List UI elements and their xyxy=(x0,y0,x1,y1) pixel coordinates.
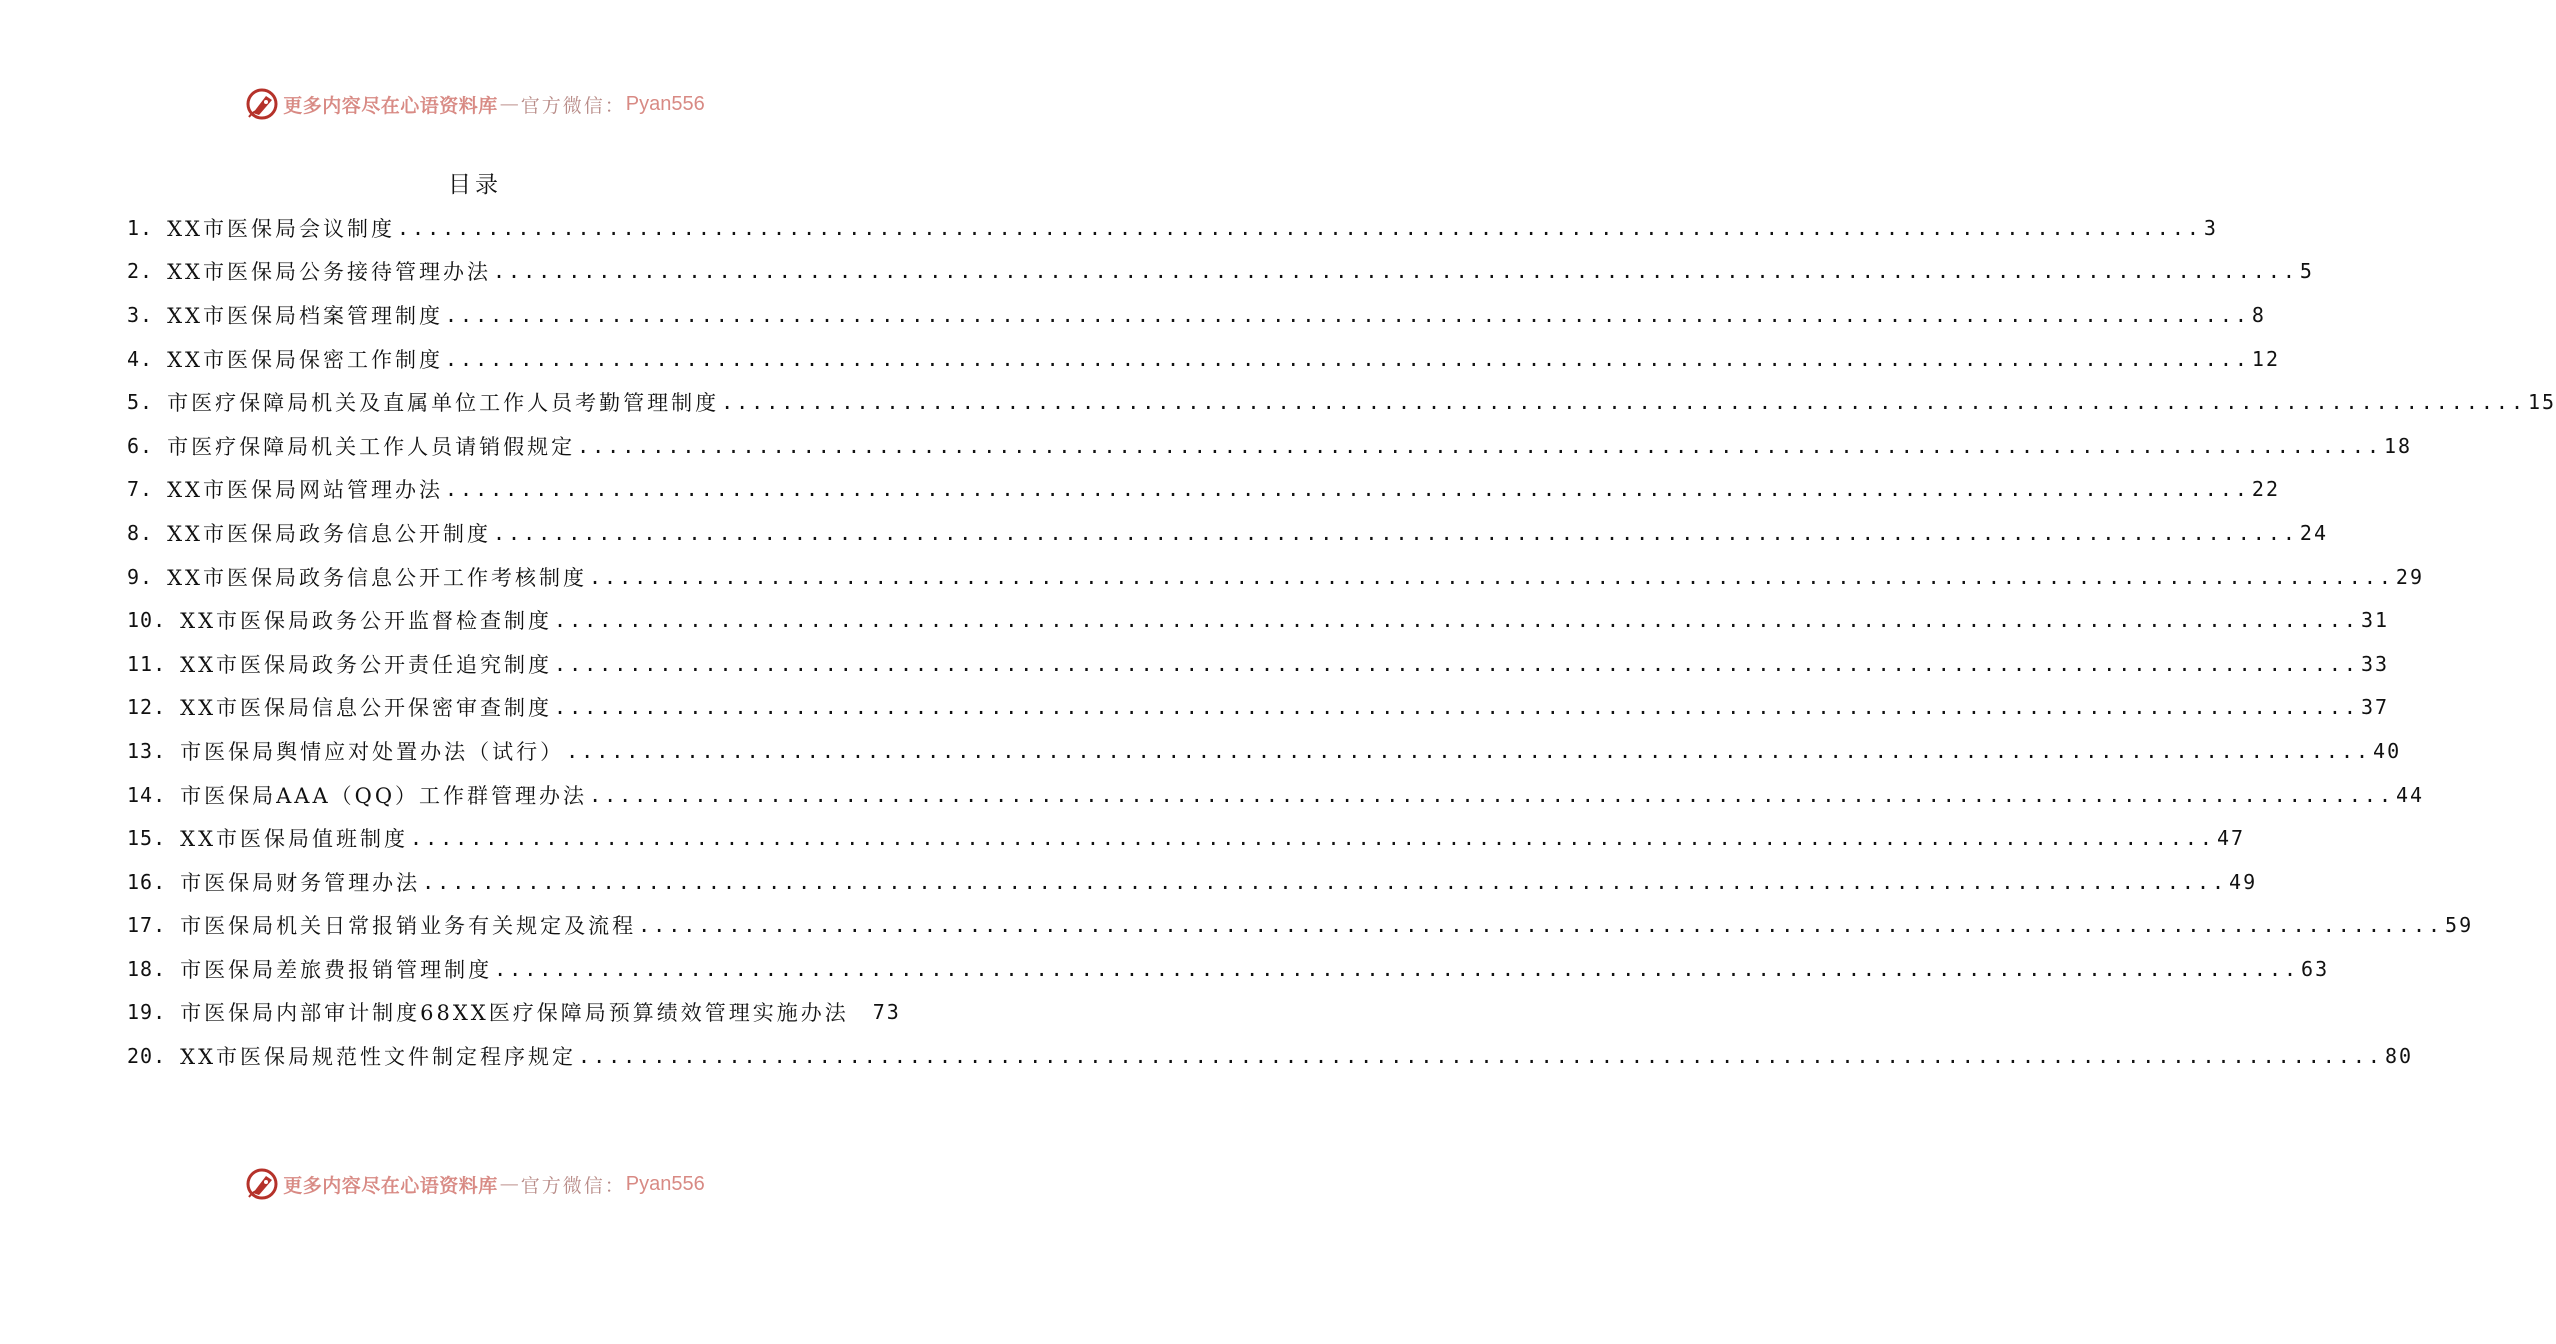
toc-entry-page-number: 33 xyxy=(2360,651,2390,676)
toc-entry-number: 3. xyxy=(127,302,154,327)
footer-banner xyxy=(0,1164,950,1204)
toc-dot-leader: ........................................................................................................................ xyxy=(445,346,2250,371)
toc-entry-page-number: 12 xyxy=(2251,346,2281,371)
toc-entry-title: 市医保局内部审计制度68XX医疗保障局预算绩效管理实施办法 xyxy=(180,1001,849,1026)
toc-dot-leader: ........................................................................................................................ xyxy=(589,782,2394,807)
toc-dot-leader: ........................................................................................................................ xyxy=(445,477,2250,502)
toc-entry[interactable] xyxy=(127,293,2266,337)
toc-dot-leader: ........................................................................................................................ xyxy=(493,520,2298,545)
toc-entry[interactable] xyxy=(127,773,2425,817)
toc-entry-title: XX市医保局政务公开责任追究制度 xyxy=(180,652,553,677)
toc-entry-number: 11. xyxy=(127,651,167,676)
toc-dot-leader: ........................................................................................................................ xyxy=(554,608,2359,633)
toc-entry-number: 6. xyxy=(127,433,154,458)
toc-entry-number: 20. xyxy=(127,1044,167,1069)
toc-entry-title: XX市医保局会议制度 xyxy=(167,216,395,241)
toc-entry-page-number: 44 xyxy=(2395,782,2425,807)
toc-entry-number: 9. xyxy=(127,564,154,589)
banner-wechat-label: 官方微信： xyxy=(520,1174,626,1197)
toc-dot-leader: ........................................................................................................................ xyxy=(494,956,2300,981)
toc-entry-number: 13. xyxy=(127,738,167,763)
toc-entry[interactable] xyxy=(127,598,2390,642)
toc-entry-title: XX市医保局政务公开监督检查制度 xyxy=(180,609,553,634)
toc-entry-number: 16. xyxy=(127,869,167,894)
toc-entry-number: 15. xyxy=(127,826,167,851)
toc-entry-page-number: 80 xyxy=(2384,1044,2414,1069)
toc-entry-number: 4. xyxy=(127,346,154,371)
toc-entry-number: 18. xyxy=(127,956,167,981)
toc-dot-leader: ........................................................................................................................ xyxy=(445,302,2250,327)
toc-entry[interactable] xyxy=(127,686,2390,730)
banner-main-text: 更多内容尽在心语资料库 xyxy=(283,94,498,117)
toc-entry-page-number: 8 xyxy=(2251,302,2266,327)
toc-entry-title: 市医疗保障局机关工作人员请销假规定 xyxy=(167,434,576,459)
toc-entry[interactable] xyxy=(127,816,2246,860)
toc-dot-leader: ........................................................................................................................ xyxy=(577,433,2383,458)
toc-entry-title: 市医保局财务管理办法 xyxy=(180,870,421,895)
toc-entry[interactable] xyxy=(127,904,2474,948)
toc-entry[interactable] xyxy=(127,1034,2414,1078)
toc-dot-leader: ........................................................................................................................ xyxy=(410,826,2215,851)
toc-entry-page-number: 29 xyxy=(2395,564,2425,589)
toc-entry-title: XX市医保局规范性文件制定程序规定 xyxy=(180,1045,577,1070)
toc-entry-number: 2. xyxy=(127,259,154,284)
toc-entry-page-number: 22 xyxy=(2251,477,2281,502)
toc-entry-page-number: 49 xyxy=(2229,869,2258,894)
toc-dot-leader: ........................................................................................................................ xyxy=(638,913,2444,938)
toc-entry-number: 19. xyxy=(127,1000,167,1025)
toc-entry-number: 12. xyxy=(127,695,167,720)
toc-entry-title: 市医保局差旅费报销管理制度 xyxy=(180,957,493,982)
header-banner xyxy=(0,84,950,124)
toc-entry-number: 10. xyxy=(127,608,167,633)
toc-dot-leader: ........................................................................................................................ xyxy=(566,738,2372,763)
toc-entry[interactable] xyxy=(127,250,2314,294)
toc-dot-leader: ........................................................................................................................ xyxy=(397,215,2202,240)
toc-entry-page-number: 40 xyxy=(2373,738,2402,763)
banner-wechat-id: Pyan556 xyxy=(625,1172,705,1195)
toc-dot-leader: ........................................................................................................................ xyxy=(493,259,2298,284)
toc-entry-page-number: 63 xyxy=(2301,956,2330,981)
toc-dot-leader: ........................................................................................................................ xyxy=(721,390,2527,415)
toc-entry-page-number: 37 xyxy=(2360,695,2390,720)
toc-entry-page-number: 24 xyxy=(2299,520,2329,545)
fountain-pen-nib-logo-icon xyxy=(245,1167,279,1201)
toc-entry-number: 14. xyxy=(127,782,167,807)
toc-entry[interactable] xyxy=(127,206,2218,250)
banner-wechat-id: Pyan556 xyxy=(625,92,705,115)
toc-entry[interactable] xyxy=(127,642,2390,686)
toc-entry-page-number: 15 xyxy=(2528,390,2556,415)
toc-entry-title: 市医保局舆情应对处置办法（试行） xyxy=(180,739,565,764)
toc-entry-title: XX市医保局网站管理办法 xyxy=(167,478,443,503)
toc-entry-title: XX市医保局值班制度 xyxy=(180,827,409,852)
toc-entry[interactable] xyxy=(127,337,2281,381)
banner-wechat-label: 官方微信： xyxy=(520,94,626,117)
banner-separator: — xyxy=(499,1173,519,1195)
toc-entry-page-number: 31 xyxy=(2360,608,2390,633)
toc-entry[interactable] xyxy=(127,729,2402,773)
toc-dot-leader: ........................................................................................................................ xyxy=(554,695,2359,720)
toc-entry-title: XX市医保局档案管理制度 xyxy=(167,303,443,328)
toc-entry-title: 市医保局机关日常报销业务有关规定及流程 xyxy=(180,914,637,939)
toc-dot-leader: ........................................................................................................................ xyxy=(554,651,2359,676)
toc-entry-page-number: 73 xyxy=(872,1000,901,1025)
toc-entry-number: 5. xyxy=(127,390,154,415)
toc-entry-page-number: 47 xyxy=(2216,826,2246,851)
banner-separator: — xyxy=(499,93,519,115)
toc-entry-page-number: 5 xyxy=(2299,259,2314,284)
toc-entry-title: XX市医保局信息公开保密审查制度 xyxy=(180,696,553,721)
toc-entry[interactable] xyxy=(127,424,2413,468)
toc-entry[interactable] xyxy=(127,991,901,1035)
toc-entry[interactable] xyxy=(127,380,2556,424)
toc-entry-title: XX市医保局政务信息公开制度 xyxy=(167,521,491,546)
toc-entry-title: XX市医保局政务信息公开工作考核制度 xyxy=(167,565,587,590)
fountain-pen-nib-logo-icon xyxy=(245,87,279,121)
toc-dot-leader: ........................................................................................................................ xyxy=(589,564,2394,589)
toc-entry[interactable] xyxy=(127,511,2329,555)
toc-entry-number: 1. xyxy=(127,215,154,240)
toc-entry-title: XX市医保局保密工作制度 xyxy=(167,347,443,372)
toc-dot-leader: ........................................................................................................................ xyxy=(578,1044,2383,1069)
toc-list xyxy=(127,206,2556,1078)
toc-entry-number: 17. xyxy=(127,913,167,938)
toc-entry[interactable] xyxy=(127,947,2330,991)
toc-entry-page-number: 18 xyxy=(2384,433,2413,458)
toc-entry-title: 市医保局AAA（QQ）工作群管理办法 xyxy=(180,783,588,808)
toc-entry[interactable] xyxy=(127,860,2258,904)
toc-entry-number: 7. xyxy=(127,477,154,502)
toc-entry-number: 8. xyxy=(127,520,154,545)
toc-entry[interactable] xyxy=(127,555,2425,599)
toc-entry-page-number: 59 xyxy=(2445,913,2474,938)
banner-main-text: 更多内容尽在心语资料库 xyxy=(283,1174,498,1197)
toc-dot-leader: ........................................................................................................................ xyxy=(422,869,2228,894)
toc-entry[interactable] xyxy=(127,468,2281,512)
toc-entry-page-number: 3 xyxy=(2203,215,2218,240)
toc-entry-title: 市医疗保障局机关及直属单位工作人员考勤管理制度 xyxy=(167,391,720,416)
toc-title: 目录 xyxy=(448,172,502,198)
toc-entry-title: XX市医保局公务接待管理办法 xyxy=(167,260,491,285)
